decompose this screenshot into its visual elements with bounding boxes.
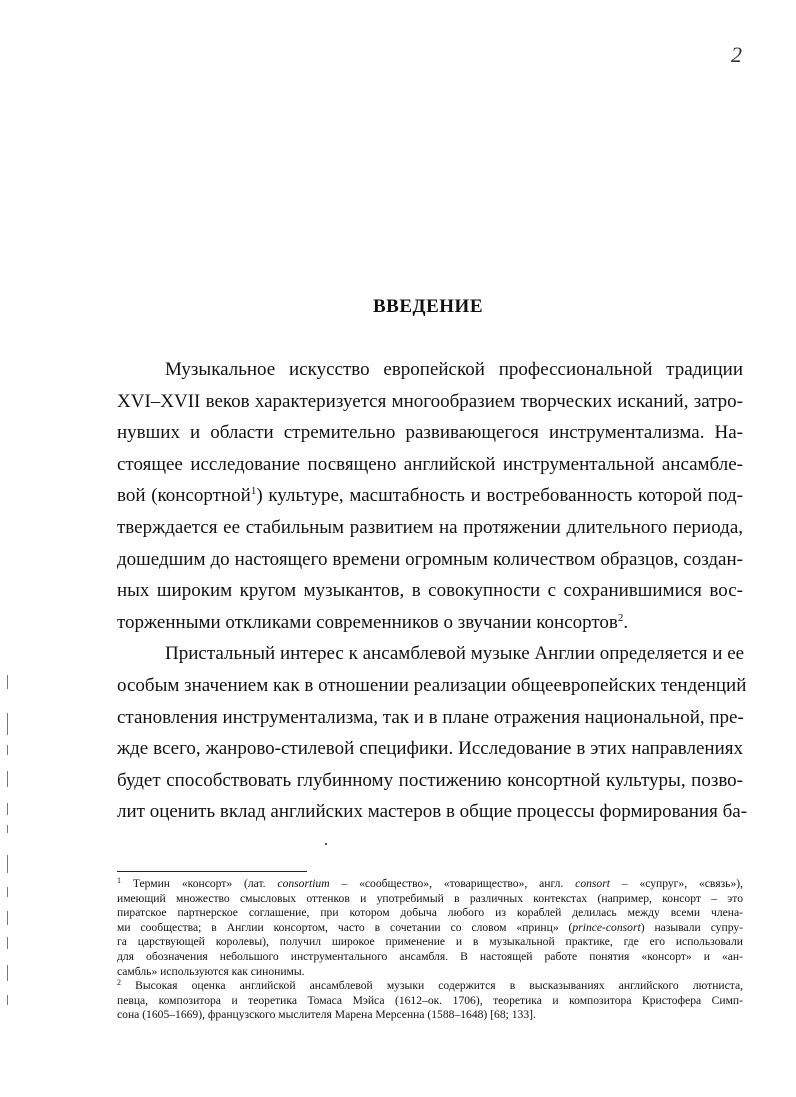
footnote-2-line: певца, композитора и теоретика Томаса Мэйса (1612–ок. 1706), теоретика и композитора Кристофера Симп- bbox=[117, 993, 743, 1007]
scan-margin-marks bbox=[3, 675, 17, 1015]
english-term: prince-consort bbox=[572, 920, 641, 934]
line-text: Термин «консорт» (лат. bbox=[121, 877, 278, 890]
paragraph-2-line: будет способствовать глубинному постижению консортной культуры, позво- bbox=[117, 769, 743, 791]
paragraph-2-line: лит оценить вклад английских мастеров в общие процессы формирования ба- bbox=[117, 801, 748, 823]
line-text: – «супруг», «связь»), bbox=[609, 877, 743, 890]
section-heading: ВВЕДЕНИЕ bbox=[373, 296, 483, 317]
footnote-2-line: сона (1605–1669), французского мыслителя Марена Мерсенна (1588–1648) [68; 133]. bbox=[117, 1008, 536, 1022]
footnote-ref-1: 1 bbox=[250, 485, 257, 498]
paragraph-1-line: Музыкальное искусство европейской профессиональной традиции bbox=[165, 359, 743, 380]
line-text: ми сообщества; в Англии консортом, часто в сочетании со словом «принц» ( bbox=[117, 920, 573, 934]
paragraph-1-line: ных широким кругом музыкантов, в совокупности с сохранившимися вос- bbox=[117, 580, 743, 602]
footnote-1-line bbox=[117, 921, 743, 936]
paragraph-2-line: Пристальный интерес к ансамблевой музыке Англии определяется и ее bbox=[165, 643, 745, 665]
line-text: . bbox=[623, 611, 629, 633]
footnote-1-line: самбль» используются как синонимы. bbox=[117, 964, 305, 978]
scan-speck bbox=[325, 843, 327, 845]
paragraph-1-line: XVI–XVII веков характеризуется многообразием творческих исканий, затро- bbox=[117, 390, 743, 412]
paragraph-2-line: жде всего, жанрово-стилевой специфики. Исследование в этих направлениях bbox=[117, 738, 743, 760]
page-number: 2 bbox=[731, 42, 742, 67]
latin-term: consortium bbox=[277, 877, 330, 890]
footnote-ref-2: 2 bbox=[617, 611, 624, 624]
line-text: Высокая оценка английской ансамблевой музыки содержится в высказываниях английского лютниста, bbox=[121, 979, 743, 993]
body-text bbox=[117, 354, 748, 828]
footnote-mark-1: 1 bbox=[117, 876, 121, 885]
footnote-1-line: имеющий множество смысловых оттенков и употребимый в различных контекстах (например, консорт – это bbox=[117, 891, 743, 905]
footnote-1-line bbox=[117, 877, 743, 892]
footnotes bbox=[117, 877, 743, 1023]
line-text: ) называли супру- bbox=[640, 920, 743, 934]
paragraph-1-line: дошедшим до настоящего времени огромным количеством образцов, создан- bbox=[117, 548, 743, 570]
paragraph-1-line: нувших и области стремительно развивающегося инструментализма. На- bbox=[117, 422, 743, 444]
paragraph-2-line: особым значением как в отношении реализации общеевропейских тенденций bbox=[117, 674, 747, 696]
line-text: торженными откликами современников о звучании консортов bbox=[117, 611, 618, 633]
paragraph-1-line: стоящее исследование посвящено английской инструментальной ансамбле- bbox=[117, 453, 743, 475]
paragraph-1-line bbox=[117, 607, 743, 639]
footnote-mark-2: 2 bbox=[117, 978, 121, 988]
paragraph-1-line bbox=[117, 480, 743, 512]
footnote-divider bbox=[117, 871, 307, 872]
footnote-2-line bbox=[117, 979, 743, 994]
paragraph-2-line: становления инструментализма, так и в плане отражения национальной, пре- bbox=[117, 706, 744, 728]
footnote-1-line: га царствующей королевы), получил широкое применение и в музыкальной практике, где его использовали bbox=[117, 935, 743, 949]
footnote-1-line: для обозначения небольшого инструментального ансамбля. В настоящей работе понятия «консорт» и «ан- bbox=[117, 949, 743, 963]
line-text: – «сообщество», «товарищество», англ. bbox=[329, 877, 576, 890]
paragraph-1-line: тверждается ее стабильным развитием на протяжении длительного периода, bbox=[117, 516, 743, 538]
line-text: вой (консортной bbox=[117, 485, 251, 507]
line-text: ) культуре, масштабность и востребованность которой под- bbox=[256, 485, 744, 507]
english-term: consort bbox=[575, 877, 610, 890]
footnote-1-line: пиратское партнерское соглашение, при котором добыча любого из кораблей делилась между всеми члена- bbox=[117, 906, 743, 920]
